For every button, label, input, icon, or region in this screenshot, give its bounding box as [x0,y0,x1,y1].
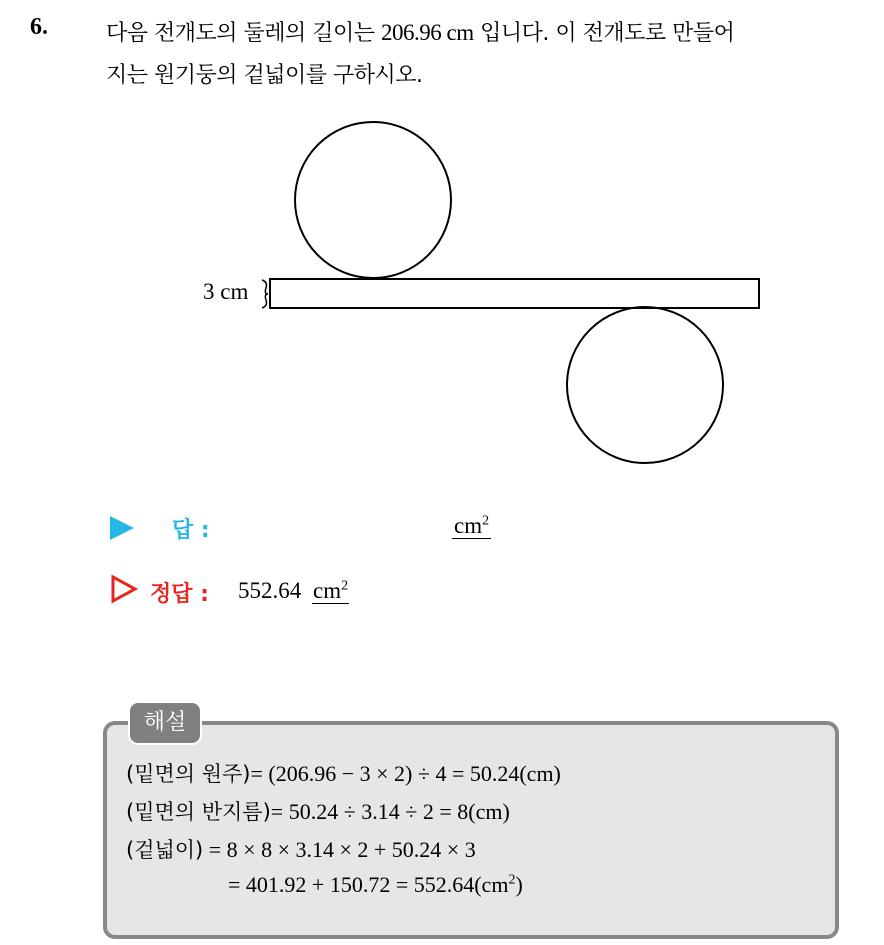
correct-unit-text: cm [313,578,342,603]
perimeter-value: 206.96 cm [381,20,474,45]
correct-unit-exponent: 2 [341,578,349,594]
height-label: 3 cm [203,279,249,304]
answer-marker-icon [110,516,134,540]
explanation-line3 [126,834,476,864]
height-brace [262,280,268,308]
explanation-expression: = 8 × 8 × 3.14 × 2 + 50.24 × 3 [203,837,476,862]
correct-answer-label: 정답 : [150,582,209,607]
correct-answer-unit [312,578,349,604]
answer-unit-text: cm [454,513,483,538]
question-number: 6. [30,14,48,40]
correct-answer-value: 552.64 [238,578,302,603]
explanation-term: (겉넓이) [126,838,204,862]
question-text-part: 입니다. 이 전개도로 만들어 [473,21,735,46]
explanation-term: (밑면의 반지름) [126,800,271,824]
question-text-part: 다음 전개도의 둘레의 길이는 [106,21,381,46]
explanation-exponent: 2 [508,872,516,888]
explanation-expression: = (206.96 − 3 × 2) ÷ 4 = 50.24(cm) [250,761,561,786]
answer-label: 답 : [172,518,210,543]
question-text-line2: 지는 원기둥의 겉넓이를 구하시오. [106,63,423,88]
answer-unit-exponent: 2 [482,513,490,529]
explanation-box [103,721,839,939]
lateral-rectangle [270,279,759,308]
explanation-line1 [126,758,561,788]
explanation-expression: = 50.24 ÷ 3.14 ÷ 2 = 8(cm) [270,799,510,824]
explanation-line4 [228,872,523,898]
bottom-base-circle [567,307,723,463]
top-base-circle [295,122,451,278]
explanation-expression: = 401.92 + 150.72 = 552.64(cm [228,872,509,897]
explanation-title: 해설 [128,701,202,745]
explanation-term: (밑면의 원주) [126,762,251,786]
answer-unit [452,513,491,539]
explanation-line2 [126,796,510,826]
explanation-close: ) [515,872,523,897]
